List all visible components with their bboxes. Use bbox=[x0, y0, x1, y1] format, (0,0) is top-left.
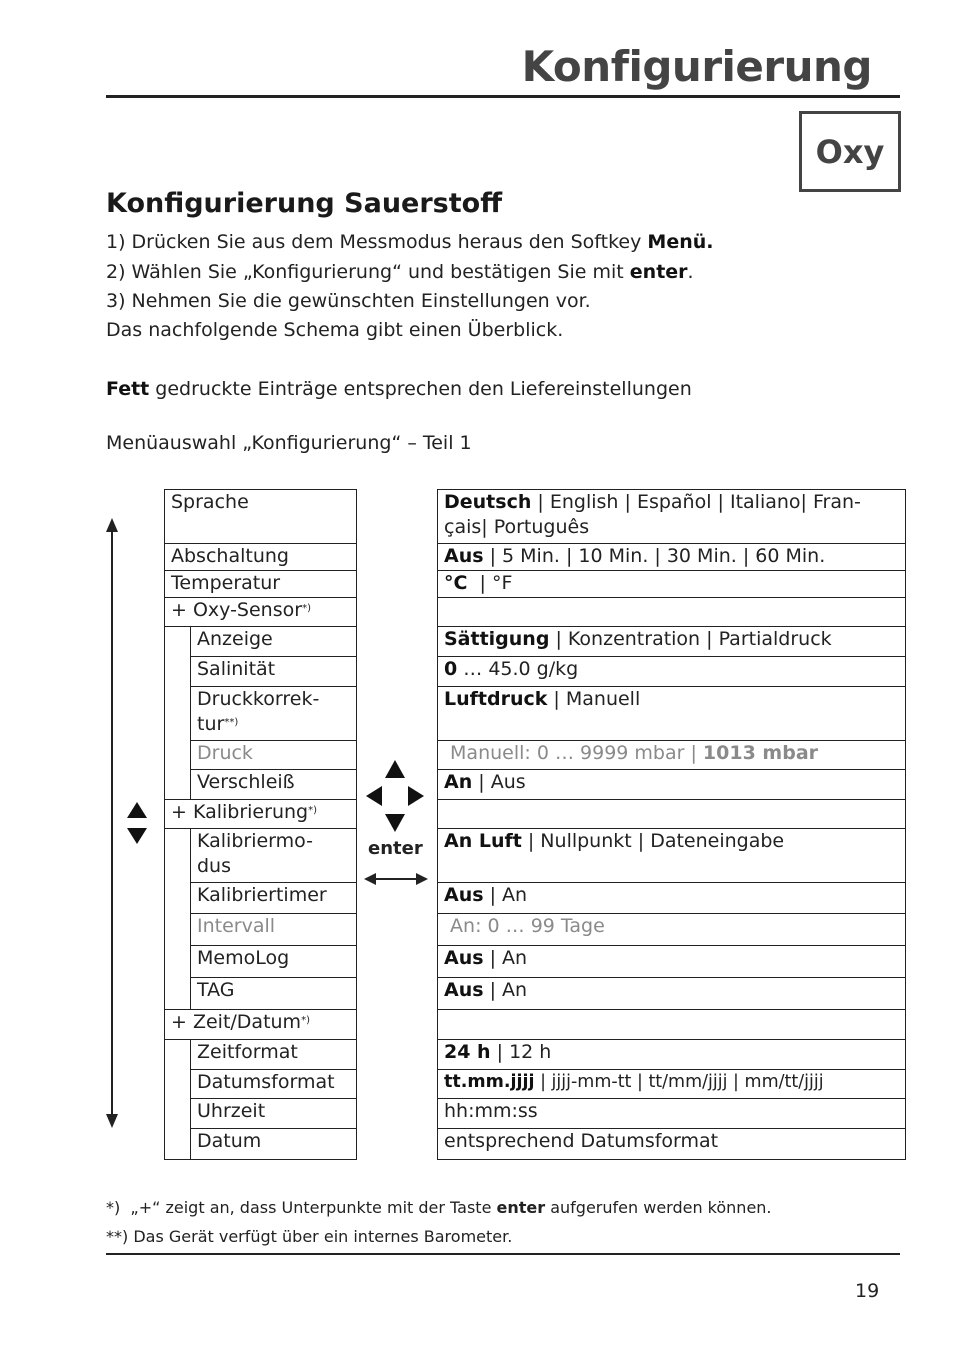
menu-uhrzeit: Uhrzeit bbox=[191, 1099, 357, 1129]
options-table bbox=[437, 489, 906, 1160]
opt-verschleiss: An | Aus bbox=[438, 770, 906, 800]
footnote-1: *) „+“ zeigt an, dass Unterpunkte mit der Taste enter aufgerufen werden können. bbox=[106, 1198, 772, 1217]
opt-druck: Manuell: 0 … 9999 mbar | 1013 mbar bbox=[438, 741, 906, 770]
menu-salinitaet: Salinität bbox=[191, 657, 357, 687]
section-title: Konfigurierung Sauerstoff bbox=[106, 188, 503, 219]
opt-uhrzeit: hh:mm:ss bbox=[438, 1099, 906, 1129]
footer-rule bbox=[106, 1253, 900, 1255]
menu-table bbox=[164, 489, 357, 1160]
opt-anzeige: Sättigung | Konzentration | Partialdruck bbox=[438, 627, 906, 657]
opt-zeitformat: 24 h | 12 h bbox=[438, 1040, 906, 1070]
menu-verschleiss: Verschleiß bbox=[191, 770, 357, 800]
menu-datumsformat: Datumsformat bbox=[191, 1070, 357, 1099]
opt-sprache: Deutsch | English | Español | Italiano| Fran- çais| Português bbox=[438, 490, 906, 544]
opt-memolog: Aus | An bbox=[438, 946, 906, 978]
opt-salinitaet: 0 … 45.0 g/kg bbox=[438, 657, 906, 687]
step-2: 2) Wählen Sie „Konfigurierung“ und bestätigen Sie mit enter. bbox=[106, 261, 694, 283]
opt-kalibriermodus: An Luft | Nullpunkt | Dateneingabe bbox=[438, 829, 906, 883]
menu-druckkorrektur: Druckkorrek- tur**) bbox=[191, 687, 357, 741]
menu-zeit-datum: + Zeit/Datum*) bbox=[165, 1010, 357, 1040]
opt-datum: entsprechend Datumsformat bbox=[438, 1129, 906, 1160]
page-number: 19 bbox=[855, 1280, 880, 1302]
navigation-arrows-icon bbox=[362, 758, 428, 834]
menu-sprache: Sprache bbox=[165, 490, 357, 544]
menu-intervall: Intervall bbox=[191, 914, 357, 946]
opt-kalibriertimer: Aus | An bbox=[438, 883, 906, 914]
scroll-updown-arrow-icon bbox=[100, 518, 126, 1128]
menu-datum: Datum bbox=[191, 1129, 357, 1160]
opt-datumsformat: tt.mm.jjjj | jjjj-mm-tt | tt/mm/jjjj | mm/tt/jjjj bbox=[438, 1070, 906, 1099]
opt-oxy-sensor bbox=[438, 598, 906, 627]
left-right-arrow-icon bbox=[364, 870, 428, 888]
opt-abschaltung: Aus | 5 Min. | 10 Min. | 30 Min. | 60 Min. bbox=[438, 544, 906, 571]
menu-anzeige: Anzeige bbox=[191, 627, 357, 657]
enter-label: enter bbox=[368, 838, 423, 859]
opt-tag: Aus | An bbox=[438, 978, 906, 1010]
opt-druckkorrektur: Luftdruck | Manuell bbox=[438, 687, 906, 741]
footnotes bbox=[106, 1193, 772, 1251]
menu-kalibriertimer: Kalibriertimer bbox=[191, 883, 357, 914]
menu-kalibriermodus: Kalibriermo- dus bbox=[191, 829, 357, 883]
oxy-badge: Oxy bbox=[799, 111, 901, 192]
header-rule bbox=[106, 95, 900, 98]
menu-caption: Menüauswahl „Konfigurierung“ – Teil 1 bbox=[106, 432, 472, 454]
opt-zeit-datum bbox=[438, 1010, 906, 1040]
menu-temperatur: Temperatur bbox=[165, 571, 357, 598]
step-3: 3) Nehmen Sie die gewünschten Einstellungen vor. bbox=[106, 290, 591, 312]
step-1: 1) Drücken Sie aus dem Messmodus heraus den Softkey Menü. bbox=[106, 231, 714, 253]
menu-zeitformat: Zeitformat bbox=[191, 1040, 357, 1070]
menu-druck: Druck bbox=[191, 741, 357, 770]
menu-memolog: MemoLog bbox=[191, 946, 357, 978]
opt-intervall: An: 0 … 99 Tage bbox=[438, 914, 906, 946]
menu-tag: TAG bbox=[191, 978, 357, 1010]
menu-oxy-sensor: + Oxy-Sensor*) bbox=[165, 598, 357, 627]
up-down-keys-icon bbox=[125, 800, 149, 846]
bold-note: Fett gedruckte Einträge entsprechen den Liefereinstellungen bbox=[106, 378, 692, 400]
menu-kalibrierung: + Kalibrierung*) bbox=[165, 800, 357, 829]
opt-temperatur: °C | °F bbox=[438, 571, 906, 598]
overview-text: Das nachfolgende Schema gibt einen Überblick. bbox=[106, 319, 564, 341]
menu-abschaltung: Abschaltung bbox=[165, 544, 357, 571]
page-title: Konfigurierung bbox=[521, 42, 872, 91]
opt-kalibrierung bbox=[438, 800, 906, 829]
footnote-2: **) Das Gerät verfügt über ein internes Barometer. bbox=[106, 1227, 513, 1246]
